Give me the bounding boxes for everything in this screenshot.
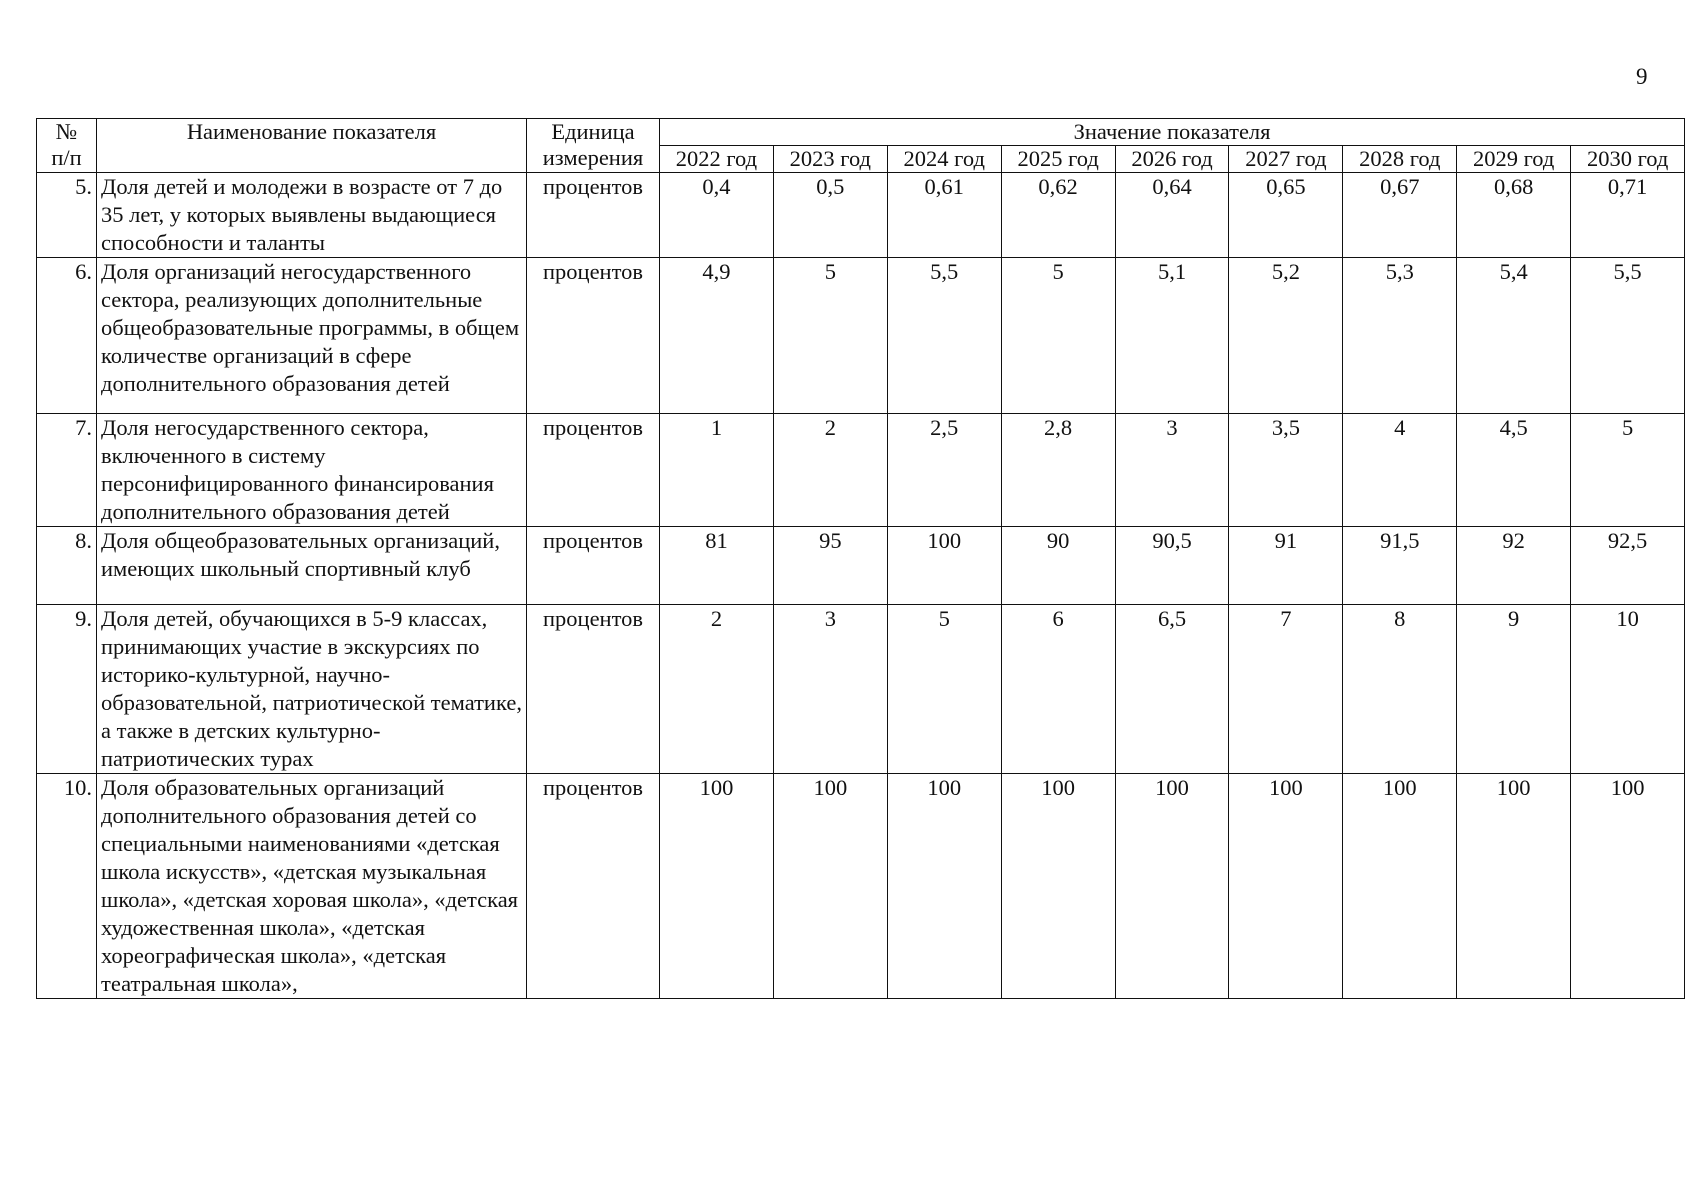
value-cell: 92,5: [1571, 527, 1685, 605]
header-year: 2030 год: [1571, 146, 1685, 173]
table-row: [37, 173, 1685, 258]
unit-cell: процентов: [527, 527, 660, 605]
header-year: 2025 год: [1001, 146, 1115, 173]
value-cell: 5,5: [887, 258, 1001, 414]
value-cell: 2,8: [1001, 414, 1115, 527]
unit-cell: процентов: [527, 173, 660, 258]
value-cell: 0,67: [1343, 173, 1457, 258]
value-cell: 92: [1457, 527, 1571, 605]
value-cell: 10: [1571, 605, 1685, 774]
header-values: Значение показателя: [660, 119, 1685, 146]
unit-cell: процентов: [527, 605, 660, 774]
row-number: 6.: [37, 258, 97, 414]
row-number: 8.: [37, 527, 97, 605]
value-cell: 0,62: [1001, 173, 1115, 258]
value-cell: 5: [887, 605, 1001, 774]
value-cell: 6,5: [1115, 605, 1229, 774]
value-cell: 3: [1115, 414, 1229, 527]
unit-cell: процентов: [527, 258, 660, 414]
table-header: [37, 119, 1685, 173]
value-cell: 100: [1001, 774, 1115, 999]
value-cell: 2: [773, 414, 887, 527]
table-row: [37, 414, 1685, 527]
page-number: 9: [1636, 64, 1648, 89]
indicator-name: Доля детей, обучающихся в 5-9 классах, принимающих участие в экскурсиях по историко-культурной, научно-образовательной, патриотической тематике, а также в детских культурно-патриотических турах: [97, 605, 527, 774]
value-cell: 100: [1343, 774, 1457, 999]
row-number: 10.: [37, 774, 97, 999]
value-cell: 5: [773, 258, 887, 414]
header-num: № п/п: [37, 119, 97, 173]
value-cell: 9: [1457, 605, 1571, 774]
row-number: 7.: [37, 414, 97, 527]
value-cell: 91: [1229, 527, 1343, 605]
value-cell: 5,2: [1229, 258, 1343, 414]
indicator-name: Доля образовательных организаций дополнительного образования детей со специальными наименованиями «детская школа искусств», «детская музыкальная школа», «детская хоровая школа», «детская художественная школа», «детская хореографическая школа», «детская театральная школа»,: [97, 774, 527, 999]
header-year: 2026 год: [1115, 146, 1229, 173]
indicator-name: Доля негосударственного сектора, включенного в систему персонифицированного финансирования дополнительного образования детей: [97, 414, 527, 527]
indicator-name: Доля детей и молодежи в возрасте от 7 до 35 лет, у которых выявлены выдающиеся способности и таланты: [97, 173, 527, 258]
value-cell: 5,3: [1343, 258, 1457, 414]
value-cell: 90,5: [1115, 527, 1229, 605]
table-row: [37, 605, 1685, 774]
value-cell: 4: [1343, 414, 1457, 527]
value-cell: 0,61: [887, 173, 1001, 258]
indicator-name: Доля организаций негосударственного сектора, реализующих дополнительные общеобразовательные программы, в общем количестве организаций в сфере дополнительного образования детей: [97, 258, 527, 414]
value-cell: 4,5: [1457, 414, 1571, 527]
header-year: 2022 год: [660, 146, 774, 173]
value-cell: 0,68: [1457, 173, 1571, 258]
header-year: 2028 год: [1343, 146, 1457, 173]
table-row: [37, 774, 1685, 999]
header-year: 2029 год: [1457, 146, 1571, 173]
value-cell: 100: [1457, 774, 1571, 999]
value-cell: 2,5: [887, 414, 1001, 527]
value-cell: 0,71: [1571, 173, 1685, 258]
header-name: Наименование показателя: [97, 119, 527, 173]
header-year: 2027 год: [1229, 146, 1343, 173]
table-body: [37, 173, 1685, 999]
value-cell: 2: [660, 605, 774, 774]
value-cell: 100: [1115, 774, 1229, 999]
value-cell: 100: [887, 774, 1001, 999]
header-unit: Единица измерения: [527, 119, 660, 173]
value-cell: 3: [773, 605, 887, 774]
value-cell: 100: [1571, 774, 1685, 999]
value-cell: 5,1: [1115, 258, 1229, 414]
value-cell: 100: [660, 774, 774, 999]
value-cell: 0,5: [773, 173, 887, 258]
value-cell: 0,4: [660, 173, 774, 258]
value-cell: 6: [1001, 605, 1115, 774]
header-year: 2023 год: [773, 146, 887, 173]
header-year: 2024 год: [887, 146, 1001, 173]
row-number: 9.: [37, 605, 97, 774]
value-cell: 95: [773, 527, 887, 605]
value-cell: 100: [773, 774, 887, 999]
value-cell: 4,9: [660, 258, 774, 414]
value-cell: 5,5: [1571, 258, 1685, 414]
value-cell: 5: [1001, 258, 1115, 414]
table-row: [37, 258, 1685, 414]
value-cell: 1: [660, 414, 774, 527]
value-cell: 90: [1001, 527, 1115, 605]
value-cell: 91,5: [1343, 527, 1457, 605]
value-cell: 81: [660, 527, 774, 605]
unit-cell: процентов: [527, 414, 660, 527]
value-cell: 5: [1571, 414, 1685, 527]
indicator-name: Доля общеобразовательных организаций, имеющих школьный спортивный клуб: [97, 527, 527, 605]
indicators-table: [36, 118, 1685, 999]
value-cell: 100: [1229, 774, 1343, 999]
value-cell: 0,65: [1229, 173, 1343, 258]
table-row: [37, 527, 1685, 605]
unit-cell: процентов: [527, 774, 660, 999]
value-cell: 8: [1343, 605, 1457, 774]
value-cell: 5,4: [1457, 258, 1571, 414]
row-number: 5.: [37, 173, 97, 258]
value-cell: 3,5: [1229, 414, 1343, 527]
value-cell: 7: [1229, 605, 1343, 774]
value-cell: 100: [887, 527, 1001, 605]
value-cell: 0,64: [1115, 173, 1229, 258]
